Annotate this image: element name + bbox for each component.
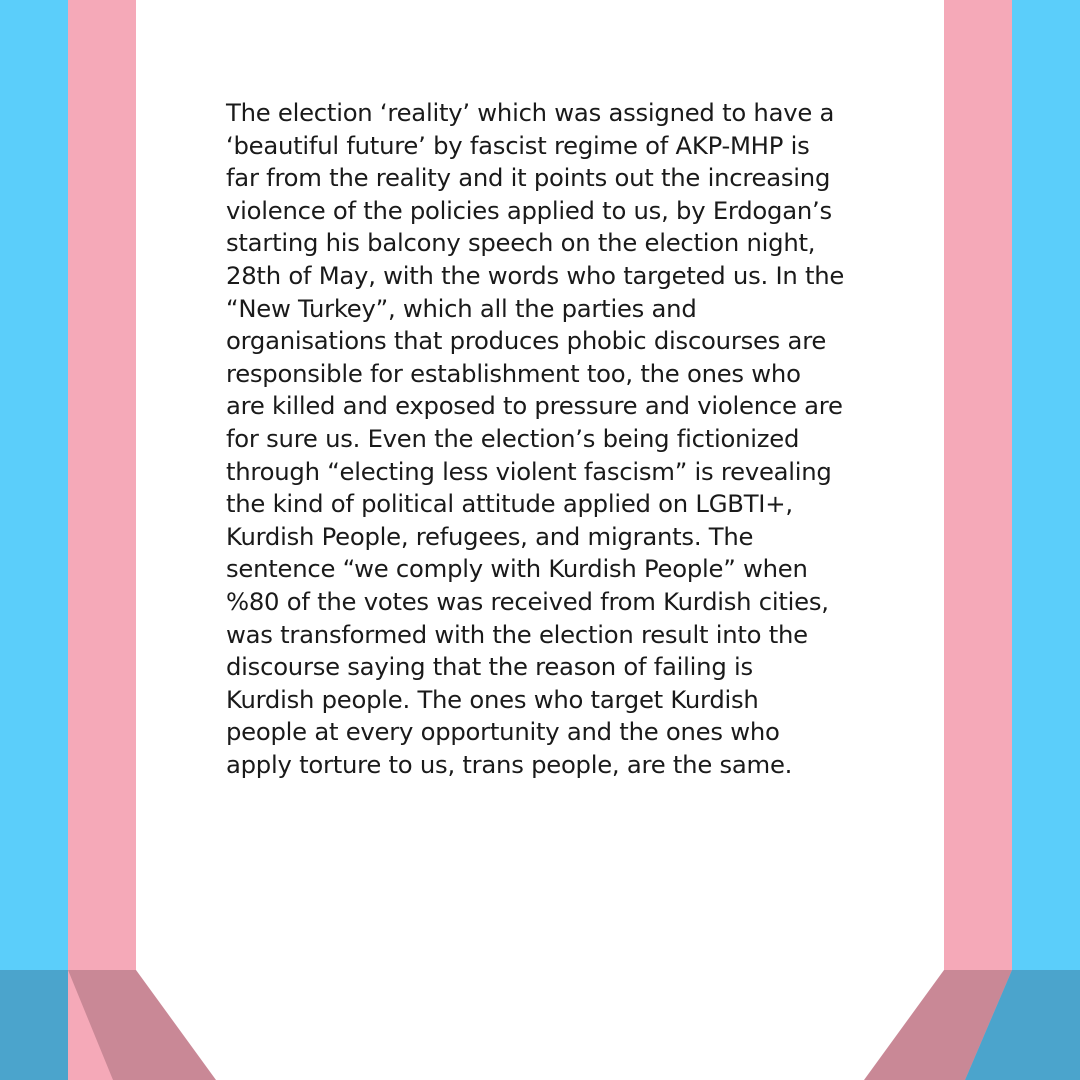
body-text-line: Kurdish people. The ones who target Kurdish <box>226 684 759 714</box>
body-text-line: discourse saying that the reason of failing is <box>226 652 753 682</box>
body-text-line: Kurdish People, refugees, and migrants. The <box>226 521 754 551</box>
body-text-line: through “electing less violent fascism” is revealing <box>226 456 832 486</box>
body-text-line: %80 of the votes was received from Kurdish cities, <box>226 586 829 616</box>
body-text-line: apply torture to us, trans people, are the same. <box>226 749 793 779</box>
right-blue-stripe <box>1012 0 1080 1080</box>
body-text-line: are killed and exposed to pressure and violence are <box>226 391 843 421</box>
body-text-line: organisations that produces phobic discourses are <box>226 326 827 356</box>
body-text-line: responsible for establishment too, the ones who <box>226 358 801 388</box>
right-pink-stripe <box>944 0 1012 1080</box>
body-text-line: 28th of May, with the words who targeted us. In the <box>226 260 845 290</box>
body-text-line: “New Turkey”, which all the parties and <box>226 293 697 323</box>
left-pink-stripe <box>68 0 136 1080</box>
body-text-line: The election ‘reality’ which was assigned to have a <box>226 98 835 127</box>
body-text-line: sentence “we comply with Kurdish People” when <box>226 554 808 584</box>
body-text-line: ‘beautiful future’ by fascist regime of AKP-MHP is <box>226 130 810 160</box>
body-text-line: the kind of political attitude applied on LGBTI+, <box>226 489 793 519</box>
body-text-line: people at every opportunity and the ones who <box>226 717 780 747</box>
body-text-line: far from the reality and it points out the increasing <box>226 163 831 193</box>
body-text-line: was transformed with the election result into the <box>226 619 808 649</box>
body-text-line: for sure us. Even the election’s being fictionized <box>226 423 800 453</box>
body-paragraph <box>226 97 886 781</box>
body-text-line: starting his balcony speech on the election night, <box>226 228 816 258</box>
left-blue-stripe <box>0 0 68 1080</box>
body-text-line: violence of the policies applied to us, by Erdogan’s <box>226 195 832 225</box>
